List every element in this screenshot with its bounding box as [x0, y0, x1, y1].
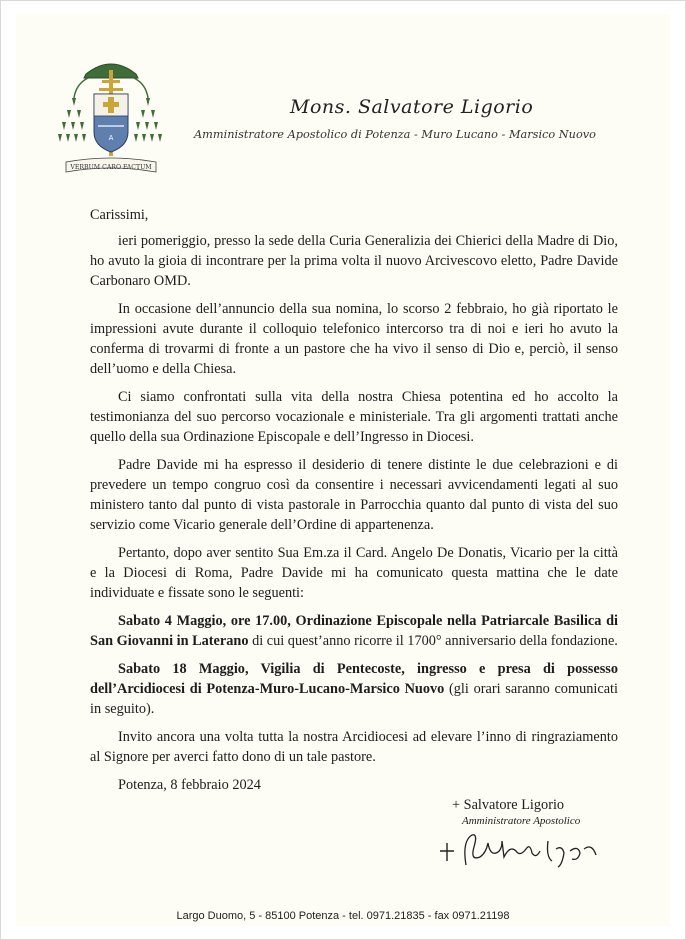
paragraph: ieri pomeriggio, presso la sede della Curia Generalizia dei Chierici della Madre di Dio, ho avuto la gioia di incontrare per la prima volta il nuovo Arcivescovo eletto, Padre Davide Carbonaro OMD. [90, 233, 618, 289]
letter-body [90, 205, 618, 803]
sender-name: Mons. Salvatore Ligorio [290, 96, 534, 118]
event-ingress [90, 659, 618, 719]
coat-of-arms-icon [58, 50, 164, 180]
paragraph: Padre Davide mi ha espresso il desiderio di tenere distinte le due celebrazioni e di prevedere un tempo congruo così da consentire i necessari avvicendamenti legati al suo ministero tanto dal punto di vista pastorale in Parrocchia quanto dal punto di vista del suo servizio come Vicario generale dell’Ordine di appartenenza. [90, 457, 618, 533]
event-ordination-bold: Sabato 4 Maggio, ore 17.00, Ordinazione Episcopale nella Patriarcale Basilica di San Giovanni in Laterano [90, 613, 618, 649]
paragraph: Pertanto, dopo aver sentito Sua Em.za il Card. Angelo De Donatis, Vicario per la città e la Diocesi di Roma, Padre Davide mi ha comunicato questa mattina che le date individuate e fissate sono le seguenti: [90, 545, 618, 601]
salutation: Carissimi, [90, 207, 149, 223]
event-ingress-rest: (gli orari saranno comunicati in seguito). [90, 681, 618, 717]
closing-paragraph: Invito ancora una volta tutta la nostra Arcidiocesi ad elevare l’inno di ringraziamento al Signore per averci fatto dono di un tale pastore. [90, 729, 618, 765]
event-ingress-bold: Sabato 18 Maggio, Vigilia di Pentecoste, ingresso e presa di possesso dell’Arcidiocesi di Potenza-Muro-Lucano-Marsico Nuovo [90, 661, 618, 697]
sender-title: Amministratore Apostolico di Potenza - Muro Lucano - Marsico Nuovo [194, 128, 596, 141]
handwritten-signature-icon [432, 821, 612, 881]
event-ordination-rest: di cui quest’anno ricorre il 1700° anniversario della fondazione. [248, 633, 618, 649]
paragraph: Ci siamo confrontati sulla vita della nostra Chiesa potentina ed ho accolto la testimonianza del suo percorso vocazionale e ministeriale. Tra gli argomenti trattati anche quello della sua Ordinazione Episcopale e dell’Ingresso in Diocesi. [90, 389, 618, 445]
signature-name: + Salvatore Ligorio [452, 797, 565, 813]
svg-text:A: A [108, 134, 114, 142]
footer-address: Largo Duomo, 5 - 85100 Potenza - tel. 0971.21835 - fax 0971.21198 [176, 910, 510, 922]
paragraph: In occasione dell’annuncio della sua nomina, lo scorso 2 febbraio, ho già riportato le impressioni avute durante il colloquio telefonico intercorso tra di noi e ieri ho avuto la conferma di trovarmi di fronte a un pastore che ha vivo il senso di Dio e, perciò, il senso dell’uomo e della Chiesa. [90, 301, 618, 377]
signature-block [452, 797, 632, 827]
svg-text:VERBUM CARO FACTUM: VERBUM CARO FACTUM [70, 164, 152, 171]
event-ordination [90, 611, 618, 651]
date-line: Potenza, 8 febbraio 2024 [118, 777, 261, 793]
signature-role: Amministratore Apostolico [462, 815, 581, 827]
